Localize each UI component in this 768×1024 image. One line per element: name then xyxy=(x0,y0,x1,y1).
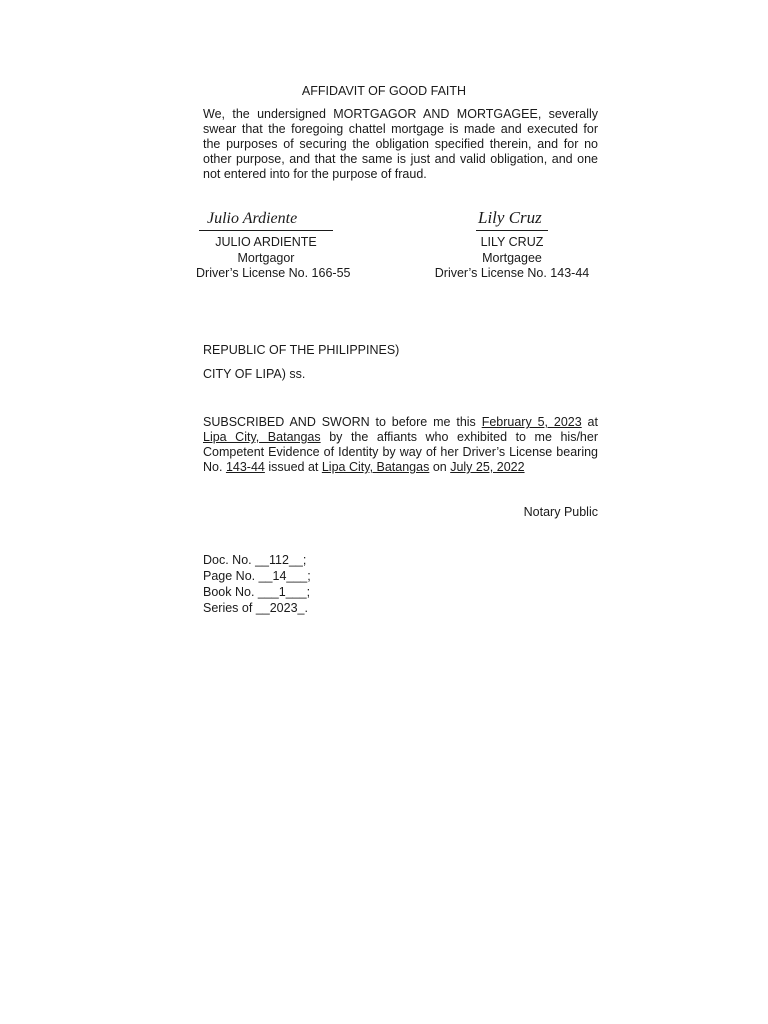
book-no-semicolon: ; xyxy=(306,585,311,599)
mortgagee-role: Mortgagee xyxy=(482,250,542,265)
book-no-label: Book No. xyxy=(203,585,258,599)
doc-no-semicolon: ; xyxy=(302,553,307,567)
mortgagee-signature xyxy=(476,204,556,232)
doc-no-label: Doc. No. xyxy=(203,553,256,567)
mortgagee-license: Driver’s License No. 143-44 xyxy=(434,266,590,280)
jurat-issue-place: Lipa City, Batangas xyxy=(321,460,430,474)
page-no-value: __14___ xyxy=(258,569,308,583)
mortgagee-name: LILY CRUZ xyxy=(480,235,544,249)
notarial-registry xyxy=(203,552,311,616)
doc-no-value: __112__ xyxy=(255,553,303,567)
doc-no-line xyxy=(203,552,311,568)
jurat-text-1: SUBSCRIBED AND SWORN to before me this xyxy=(203,415,482,429)
mortgagee-signature-line xyxy=(476,208,548,231)
intro-paragraph: We, the undersigned MORTGAGOR AND MORTGAGEE, severally swear that the foregoing chattel mortgage is made and executed for the purposes of securing the obligation specified therein, and for no other purpose, and that the same is just and valid obligation, and one not entered into for the purpose of fraud. xyxy=(203,107,598,181)
mortgagor-signature-text: Julio Ardiente xyxy=(207,210,298,227)
jurat-text-2: at xyxy=(581,415,598,429)
book-no-value: ___1___ xyxy=(257,585,307,599)
mortgagor-signature xyxy=(199,204,333,232)
venue-republic: REPUBLIC OF THE PHILIPPINES) xyxy=(203,343,400,357)
series-label: Series of xyxy=(203,601,256,615)
series-line xyxy=(203,600,311,616)
page-no-label: Page No. xyxy=(203,569,259,583)
venue-city: CITY OF LIPA) ss. xyxy=(203,367,306,381)
mortgagor-role: Mortgagor xyxy=(237,250,295,265)
jurat-paragraph xyxy=(203,415,598,475)
jurat-date: February 5, 2023 xyxy=(481,415,582,429)
jurat-place: Lipa City, Batangas xyxy=(203,430,321,444)
mortgagor-license: Driver’s License No. 166-55 xyxy=(196,266,351,280)
jurat-text-3: by the affiants who exhibited to me his/her Competent Evidence of Identity by way of her Driver’s License bearing No. xyxy=(203,430,598,474)
page-no-semicolon: ; xyxy=(307,569,311,583)
series-period: . xyxy=(304,601,308,615)
mortgagor-signature-block xyxy=(196,208,351,282)
mortgagor-name: JULIO ARDIENTE xyxy=(215,235,317,249)
notary-public-label: Notary Public xyxy=(523,505,598,519)
mortgagor-signature-line xyxy=(199,208,333,231)
series-value: __2023_ xyxy=(255,601,305,615)
document-title: AFFIDAVIT OF GOOD FAITH xyxy=(301,84,467,98)
page-no-line xyxy=(203,568,311,584)
jurat-text-5: on xyxy=(429,460,451,474)
book-no-line xyxy=(203,584,311,600)
jurat-text-4: issued at xyxy=(264,460,322,474)
jurat-license-no: 143-44 xyxy=(225,460,265,474)
mortgagee-signature-block xyxy=(430,208,594,282)
jurat-issue-date: July 25, 2022 xyxy=(450,460,525,474)
mortgagee-signature-text: Lily Cruz xyxy=(478,208,542,227)
